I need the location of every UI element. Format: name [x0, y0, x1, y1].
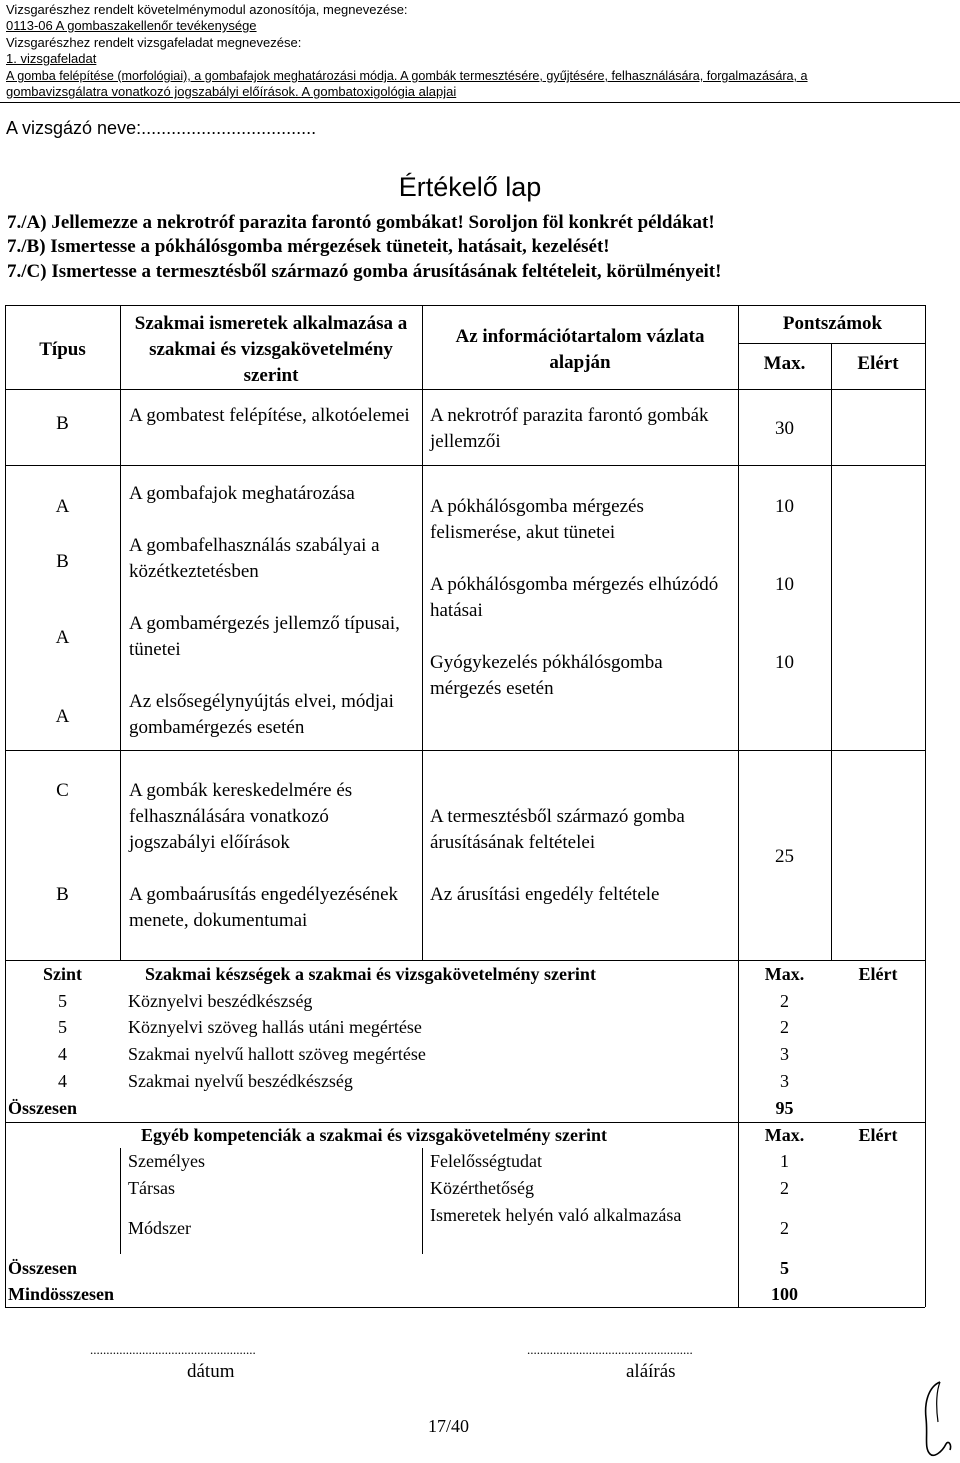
- signature-mark: [916, 1378, 956, 1458]
- skill-name: Szakmai nyelvű beszédkészség: [128, 1071, 353, 1091]
- skill-level: 4: [58, 1071, 67, 1091]
- competency-name: Ismeretek helyén való alkalmazása: [430, 1205, 682, 1225]
- skill-level: 5: [58, 1017, 67, 1037]
- col-header-knowledge: Szakmai ismeretek alkalmazása a szakmai és vizsgakövetelmény szerint: [134, 313, 408, 386]
- section1-knowledge: A gombatest felépítése, alkotóelemei: [129, 405, 410, 426]
- competency-category: Társas: [128, 1178, 175, 1198]
- section3-outline-2: Az árusítási engedély feltétele: [430, 884, 660, 905]
- task-b: 7./B) Ismertesse a pókhálósgomba mérgezések tüneteit, hatásait, kezelését!: [7, 236, 610, 257]
- competency-category: Személyes: [128, 1151, 205, 1171]
- competencies-header-title: Egyéb kompetenciák a szakmai és vizsgakövetelmény szerint: [141, 1125, 607, 1145]
- skill-name: Köznyelvi szöveg hallás utáni megértése: [128, 1017, 422, 1037]
- task-c: 7./C) Ismertesse a termesztésből származó gomba árusításának feltételeit, körülményeit!: [7, 261, 722, 282]
- competency-name: Közérthetőség: [430, 1178, 534, 1198]
- competencies-header-max: Max.: [764, 1125, 805, 1145]
- section2-type-3: A: [55, 627, 70, 648]
- page-title: Értékelő lap: [398, 172, 542, 202]
- date-line[interactable]: ...................................................: [90, 1342, 256, 1357]
- competency-max: 2: [780, 1178, 789, 1198]
- grand-total: 100: [771, 1284, 798, 1304]
- skills-header-title: Szakmai készségek a szakmai és vizsgakövetelmény szerint: [145, 964, 596, 984]
- col-header-type: Típus: [39, 339, 86, 360]
- section3-outline-1: A termesztésből származó gomba árusításának feltételei: [430, 806, 685, 853]
- skills-total: 95: [775, 1098, 794, 1118]
- col-header-outline: Az információtartalom vázlata alapján: [455, 326, 705, 373]
- signature-label: aláírás: [626, 1361, 676, 1382]
- exam-task-label: Vizsgarészhez rendelt vizsgafeladat megnevezése:: [6, 35, 302, 50]
- competency-max: 2: [780, 1218, 789, 1238]
- section2-outline-1: A pókhálósgomba mérgezés felismerése, akut tünetei: [430, 496, 644, 543]
- section1-max: 30: [775, 418, 794, 439]
- section1-outline: A nekrotróf parazita farontó gombák jellemzői: [430, 405, 709, 452]
- section3-type-1: C: [56, 780, 69, 801]
- task-a: 7./A) Jellemezze a nekrotróf parazita farontó gombákat! Soroljon föl konkrét példákat!: [7, 212, 715, 233]
- col-header-max: Max.: [763, 353, 806, 374]
- section2-type-2: B: [56, 551, 69, 572]
- skill-level: 4: [58, 1044, 67, 1064]
- section2-outline-3: Gyógykezelés pókhálósgomba mérgezés esetén: [430, 652, 663, 699]
- module-label: Vizsgarészhez rendelt követelménymodul azonosítója, megnevezése:: [6, 2, 408, 17]
- section3-max: 25: [775, 846, 794, 867]
- section2-max-2: 10: [775, 574, 794, 595]
- skill-name: Szakmai nyelvű hallott szöveg megértése: [128, 1044, 426, 1064]
- section3-knowledge-2: A gombaárusítás engedélyezésének menete, dokumentumai: [129, 884, 399, 931]
- section3-type-2: B: [56, 884, 69, 905]
- competencies-total-label: Összesen: [8, 1258, 77, 1278]
- skill-max: 3: [780, 1071, 789, 1091]
- skill-max: 2: [780, 1017, 789, 1037]
- page-number: 17/40: [428, 1416, 470, 1436]
- section2-max-1: 10: [775, 496, 794, 517]
- col-header-achieved: Elért: [857, 353, 899, 374]
- skill-name: Köznyelvi beszédkészség: [128, 991, 313, 1011]
- section2-type-4: A: [55, 706, 70, 727]
- grand-total-label: Mindösszesen: [8, 1284, 115, 1304]
- section2-knowledge-2: A gombafelhasználás szabályai a közétkeztetésben: [129, 535, 380, 582]
- header-divider: [0, 102, 960, 103]
- skill-max: 3: [780, 1044, 789, 1064]
- skills-header-level: Szint: [42, 964, 82, 984]
- exam-task-description-2: gombavizsgálatra vonatkozó jogszabályi előírások. A gombatoxigológia alapjai: [6, 84, 457, 99]
- section2-knowledge-3: A gombamérgezés jellemző típusai, tünetei: [129, 613, 400, 660]
- exam-task-number: 1. vizsgafeladat: [6, 51, 97, 66]
- section2-type-1: A: [55, 496, 70, 517]
- col-header-points: Pontszámok: [782, 313, 883, 334]
- competency-category: Módszer: [128, 1218, 191, 1238]
- section2-knowledge-4: Az elsősegélynyújtás elvei, módjai gombamérgezés esetén: [129, 691, 394, 738]
- signature-line[interactable]: ...................................................: [527, 1342, 693, 1357]
- section3-knowledge-1: A gombák kereskedelmére és felhasználására vonatkozó jogszabályi előírások: [129, 780, 353, 853]
- competencies-total: 5: [780, 1258, 789, 1278]
- skills-header-achieved: Elért: [858, 964, 898, 984]
- candidate-name-field[interactable]: A vizsgázó neve:...................................: [6, 118, 317, 138]
- section1-type: B: [56, 413, 69, 434]
- competency-max: 1: [780, 1151, 789, 1171]
- date-label: dátum: [187, 1361, 235, 1382]
- module-name: 0113-06 A gombaszakellenőr tevékenysége: [6, 18, 257, 33]
- skills-total-label: Összesen: [8, 1098, 77, 1118]
- skills-header-max: Max.: [764, 964, 805, 984]
- section2-outline-2: A pókhálósgomba mérgezés elhúzódó hatásai: [430, 574, 719, 621]
- skill-level: 5: [58, 991, 67, 1011]
- skill-max: 2: [780, 991, 789, 1011]
- competency-name: Felelősségtudat: [430, 1151, 542, 1171]
- exam-task-description: A gomba felépítése (morfológiai), a gombafajok meghatározási módja. A gombák termesztésére, gyűjtésére, felhasználására, forgalmazására, a: [6, 69, 808, 83]
- section2-knowledge-1: A gombafajok meghatározása: [129, 483, 355, 504]
- section2-max-3: 10: [775, 652, 794, 673]
- competencies-header-achieved: Elért: [858, 1125, 898, 1145]
